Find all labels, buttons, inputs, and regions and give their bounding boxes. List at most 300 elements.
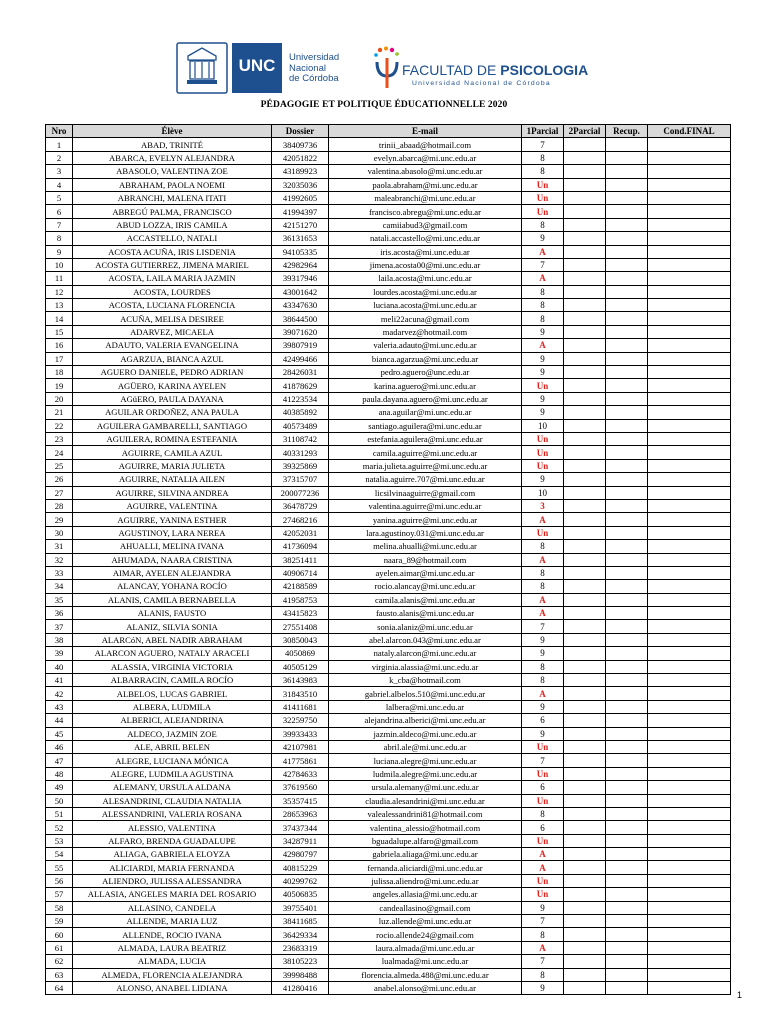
final-condition <box>648 339 731 352</box>
table-row <box>46 848 731 861</box>
student-email: santiago.aguilera@mi.unc.edu.ar <box>329 419 522 432</box>
parcial-1-grade: A <box>522 339 564 352</box>
student-name: ALARCON AGUERO, NATALY ARACELI <box>73 647 272 660</box>
parcial-1-grade: 9 <box>522 901 564 914</box>
row-number: 57 <box>46 888 73 901</box>
student-email: alejandrina.alberici@mi.unc.edu.ar <box>329 714 522 727</box>
student-name: ABREGÚ PALMA, FRANCISCO <box>73 205 272 218</box>
student-id: 30850043 <box>272 633 329 646</box>
parcial-1-grade: Un <box>522 459 564 472</box>
parcial-2-grade <box>564 459 606 472</box>
row-number: 41 <box>46 674 73 687</box>
student-name: ALESSANDRINI, VALERIA ROSANA <box>73 807 272 820</box>
row-number: 49 <box>46 781 73 794</box>
student-name: ALBERA, LUDMILA <box>73 700 272 713</box>
student-name: ALLENDE, ROCIO IVANA <box>73 928 272 941</box>
row-number: 7 <box>46 218 73 231</box>
recup-grade <box>606 834 648 847</box>
student-id: 37315707 <box>272 473 329 486</box>
recup-grade <box>606 258 648 271</box>
student-name: ALBELOS, LUCAS GABRIEL <box>73 687 272 700</box>
student-email: bguadalupe.alfaro@gmail.com <box>329 834 522 847</box>
row-number: 4 <box>46 178 73 191</box>
parcial-2-grade <box>564 660 606 673</box>
final-condition <box>648 848 731 861</box>
parcial-2-grade <box>564 218 606 231</box>
psi-symbol-icon <box>372 46 402 90</box>
final-condition <box>648 392 731 405</box>
recup-grade <box>606 727 648 740</box>
student-email: anabel.alonso@mi.unc.edu.ar <box>329 982 522 995</box>
parcial-2-grade <box>564 593 606 606</box>
table-row <box>46 473 731 486</box>
student-id: 43189923 <box>272 165 329 178</box>
recup-grade <box>606 272 648 285</box>
final-condition <box>648 486 731 499</box>
recup-grade <box>606 352 648 365</box>
parcial-1-grade: 8 <box>522 285 564 298</box>
student-name: ALBARRACIN, CAMILA ROCÍO <box>73 674 272 687</box>
parcial-1-grade: 9 <box>522 700 564 713</box>
student-id: 40906714 <box>272 566 329 579</box>
student-name: AGUIRRE, CAMILA AZUL <box>73 446 272 459</box>
parcial-2-grade <box>564 419 606 432</box>
table-row <box>46 205 731 218</box>
parcial-2-grade <box>564 566 606 579</box>
row-number: 23 <box>46 432 73 445</box>
row-number: 5 <box>46 191 73 204</box>
parcial-1-grade: 6 <box>522 821 564 834</box>
parcial-1-grade: Un <box>522 874 564 887</box>
final-condition <box>648 620 731 633</box>
student-name: ACOSTA GUTIERREZ, JIMENA MARIEL <box>73 258 272 271</box>
final-condition <box>648 553 731 566</box>
table-row <box>46 272 731 285</box>
parcial-1-grade: 8 <box>522 566 564 579</box>
student-id: 28426031 <box>272 366 329 379</box>
student-name: ACOSTA, LUCIANA FLORENCIA <box>73 299 272 312</box>
student-id: 39317946 <box>272 272 329 285</box>
parcial-1-grade: Un <box>522 767 564 780</box>
student-email: licsilvinaaguirre@gmail.com <box>329 486 522 499</box>
parcial-1-grade: A <box>522 607 564 620</box>
parcial-1-grade: 9 <box>522 633 564 646</box>
student-id: 39755401 <box>272 901 329 914</box>
parcial-1-grade: 8 <box>522 218 564 231</box>
recup-grade <box>606 285 648 298</box>
recup-grade <box>606 915 648 928</box>
parcial-1-grade: 8 <box>522 540 564 553</box>
recup-grade <box>606 486 648 499</box>
table-row <box>46 647 731 660</box>
student-id: 35357415 <box>272 794 329 807</box>
parcial-1-grade: 8 <box>522 312 564 325</box>
final-condition <box>648 432 731 445</box>
final-condition <box>648 366 731 379</box>
final-condition <box>648 566 731 579</box>
parcial-1-grade: A <box>522 245 564 258</box>
parcial-2-grade <box>564 968 606 981</box>
student-id: 41958753 <box>272 593 329 606</box>
student-name: ALMEDA, FLORENCIA ALEJANDRA <box>73 968 272 981</box>
row-number: 2 <box>46 151 73 164</box>
parcial-2-grade <box>564 513 606 526</box>
student-id: 32035036 <box>272 178 329 191</box>
student-email: natalia.aguirre.707@mi.unc.edu.ar <box>329 473 522 486</box>
parcial-2-grade <box>564 633 606 646</box>
student-id: 32259750 <box>272 714 329 727</box>
final-condition <box>648 754 731 767</box>
parcial-2-grade <box>564 299 606 312</box>
student-id: 36429334 <box>272 928 329 941</box>
recup-grade <box>606 607 648 620</box>
student-email: jazmin.aldeco@mi.unc.edu.ar <box>329 727 522 740</box>
final-condition <box>648 205 731 218</box>
final-condition <box>648 982 731 995</box>
student-email: estefania.aguilera@mi.unc.edu.ar <box>329 432 522 445</box>
final-condition <box>648 647 731 660</box>
student-id: 39071620 <box>272 325 329 338</box>
parcial-2-grade <box>564 767 606 780</box>
parcial-2-grade <box>564 861 606 874</box>
final-condition <box>648 687 731 700</box>
parcial-2-grade <box>564 781 606 794</box>
parcial-2-grade <box>564 392 606 405</box>
parcial-1-grade: 8 <box>522 928 564 941</box>
student-email: camila.aguirre@mi.unc.edu.ar <box>329 446 522 459</box>
final-condition <box>648 794 731 807</box>
student-email: camila.alanis@mi.unc.edu.ar <box>329 593 522 606</box>
final-condition <box>648 968 731 981</box>
recup-grade <box>606 366 648 379</box>
row-number: 63 <box>46 968 73 981</box>
row-number: 19 <box>46 379 73 392</box>
row-number: 6 <box>46 205 73 218</box>
student-email: naara_89@hotmail.com <box>329 553 522 566</box>
final-condition <box>648 499 731 512</box>
table-row <box>46 767 731 780</box>
row-number: 53 <box>46 834 73 847</box>
recup-grade <box>606 232 648 245</box>
student-name: AGUILAR ORDOÑEZ, ANA PAULA <box>73 406 272 419</box>
parcial-1-grade: 10 <box>522 486 564 499</box>
table-row <box>46 874 731 887</box>
parcial-1-grade: A <box>522 687 564 700</box>
recup-grade <box>606 432 648 445</box>
parcial-2-grade <box>564 138 606 151</box>
recup-grade <box>606 566 648 579</box>
recup-grade <box>606 499 648 512</box>
parcial-2-grade <box>564 272 606 285</box>
row-number: 9 <box>46 245 73 258</box>
student-name: ALEMANY, URSULA ALDANA <box>73 781 272 794</box>
row-number: 56 <box>46 874 73 887</box>
student-name: ALFARO, BRENDA GUADALUPE <box>73 834 272 847</box>
recup-grade <box>606 580 648 593</box>
table-row <box>46 218 731 231</box>
table-header-row <box>46 125 731 138</box>
col-header-email: E-mail <box>329 125 522 138</box>
final-condition <box>648 352 731 365</box>
recup-grade <box>606 191 648 204</box>
row-number: 24 <box>46 446 73 459</box>
parcial-1-grade: A <box>522 848 564 861</box>
recup-grade <box>606 526 648 539</box>
col-header-recup: Recup. <box>606 125 648 138</box>
final-condition <box>648 660 731 673</box>
student-email: melina.ahualli@mi.unc.edu.ar <box>329 540 522 553</box>
recup-grade <box>606 633 648 646</box>
parcial-1-grade: Un <box>522 446 564 459</box>
student-name: AHUMADA, NAARA CRISTINA <box>73 553 272 566</box>
parcial-2-grade <box>564 151 606 164</box>
table-row <box>46 312 731 325</box>
table-row <box>46 834 731 847</box>
student-name: ALANIS, CAMILA BERNABELLA <box>73 593 272 606</box>
student-id: 42982964 <box>272 258 329 271</box>
row-number: 14 <box>46 312 73 325</box>
student-id: 40331293 <box>272 446 329 459</box>
parcial-1-grade: 7 <box>522 915 564 928</box>
parcial-1-grade: Un <box>522 740 564 753</box>
student-id: 43347630 <box>272 299 329 312</box>
parcial-1-grade: A <box>522 941 564 954</box>
parcial-1-grade: 8 <box>522 299 564 312</box>
parcial-1-grade: 6 <box>522 781 564 794</box>
row-number: 51 <box>46 807 73 820</box>
table-body <box>46 138 731 995</box>
table-row <box>46 982 731 995</box>
final-condition <box>648 928 731 941</box>
col-header-student: Élève <box>73 125 272 138</box>
table-row <box>46 928 731 941</box>
row-number: 10 <box>46 258 73 271</box>
table-row <box>46 968 731 981</box>
student-email: sonia.alaniz@mi.unc.edu.ar <box>329 620 522 633</box>
unc-name <box>289 53 339 85</box>
student-name: ACCASTELLO, NATALI <box>73 232 272 245</box>
student-email: luciana.alegre@mi.unc.edu.ar <box>329 754 522 767</box>
student-email: lualmada@mi.unc.edu.ar <box>329 955 522 968</box>
final-condition <box>648 767 731 780</box>
row-number: 12 <box>46 285 73 298</box>
row-number: 50 <box>46 794 73 807</box>
final-condition <box>648 700 731 713</box>
recup-grade <box>606 687 648 700</box>
student-email: ayelen.aimar@mi.unc.edu.ar <box>329 566 522 579</box>
parcial-1-grade: 8 <box>522 807 564 820</box>
parcial-2-grade <box>564 540 606 553</box>
col-header-parcial-1: 1Parcial <box>522 125 564 138</box>
student-id: 31843510 <box>272 687 329 700</box>
faculty-title <box>402 62 588 78</box>
row-number: 11 <box>46 272 73 285</box>
student-name: ALEGRE, LUDMILA AGUSTINA <box>73 767 272 780</box>
student-name: ABARCA, EVELYN ALEJANDRA <box>73 151 272 164</box>
student-email: evelyn.abarca@mi.unc.edu.ar <box>329 151 522 164</box>
final-condition <box>648 781 731 794</box>
student-email: angeles.allasia@mi.unc.edu.ar <box>329 888 522 901</box>
parcial-2-grade <box>564 165 606 178</box>
recup-grade <box>606 674 648 687</box>
faculty-subtitle: Universidad Nacional de Córdoba <box>412 80 551 87</box>
row-number: 21 <box>46 406 73 419</box>
student-email: ludmila.alegre@mi.unc.edu.ar <box>329 767 522 780</box>
table-row <box>46 821 731 834</box>
table-row <box>46 660 731 673</box>
student-id: 94105335 <box>272 245 329 258</box>
student-email: maria.julieta.aguirre@mi.unc.edu.ar <box>329 459 522 472</box>
student-name: ABAD, TRINITÉ <box>73 138 272 151</box>
final-condition <box>648 941 731 954</box>
student-email: yanina.aguirre@mi.unc.edu.ar <box>329 513 522 526</box>
table-row <box>46 499 731 512</box>
row-number: 29 <box>46 513 73 526</box>
row-number: 54 <box>46 848 73 861</box>
student-name: ADAUTO, VALERIA EVANGELINA <box>73 339 272 352</box>
parcial-2-grade <box>564 432 606 445</box>
row-number: 64 <box>46 982 73 995</box>
parcial-1-grade: 3 <box>522 499 564 512</box>
student-email: valealessandrini81@hotmail.com <box>329 807 522 820</box>
table-row <box>46 540 731 553</box>
student-name: AGUIRRE, SILVINA ANDREA <box>73 486 272 499</box>
row-number: 43 <box>46 700 73 713</box>
student-name: ALMADA, LAURA BEATRIZ <box>73 941 272 954</box>
parcial-2-grade <box>564 647 606 660</box>
parcial-1-grade: 7 <box>522 620 564 633</box>
final-condition <box>648 674 731 687</box>
final-condition <box>648 446 731 459</box>
parcial-2-grade <box>564 700 606 713</box>
final-condition <box>648 874 731 887</box>
student-name: AGUIRRE, YANINA ESTHER <box>73 513 272 526</box>
row-number: 32 <box>46 553 73 566</box>
recup-grade <box>606 807 648 820</box>
row-number: 40 <box>46 660 73 673</box>
parcial-2-grade <box>564 740 606 753</box>
parcial-2-grade <box>564 191 606 204</box>
unc-logo <box>176 42 346 94</box>
student-email: karina.aguero@mi.unc.edu.ar <box>329 379 522 392</box>
parcial-1-grade: 9 <box>522 325 564 338</box>
recup-grade <box>606 540 648 553</box>
row-number: 38 <box>46 633 73 646</box>
recup-grade <box>606 928 648 941</box>
parcial-2-grade <box>564 553 606 566</box>
unc-logo-text: UNC <box>238 56 276 75</box>
final-condition <box>648 165 731 178</box>
table-row <box>46 580 731 593</box>
parcial-1-grade: 9 <box>522 473 564 486</box>
student-id: 39933433 <box>272 727 329 740</box>
recup-grade <box>606 754 648 767</box>
parcial-1-grade: Un <box>522 379 564 392</box>
table-row <box>46 941 731 954</box>
final-condition <box>648 459 731 472</box>
parcial-1-grade: Un <box>522 205 564 218</box>
parcial-1-grade: A <box>522 272 564 285</box>
faculty-name: PSICOLOGIA <box>500 62 589 78</box>
parcial-1-grade: 7 <box>522 138 564 151</box>
recup-grade <box>606 982 648 995</box>
parcial-1-grade: A <box>522 513 564 526</box>
row-number: 44 <box>46 714 73 727</box>
recup-grade <box>606 861 648 874</box>
student-id: 42980797 <box>272 848 329 861</box>
student-id: 41223534 <box>272 392 329 405</box>
student-id: 42499466 <box>272 352 329 365</box>
student-id: 41736094 <box>272 540 329 553</box>
recup-grade <box>606 218 648 231</box>
student-id: 42051822 <box>272 151 329 164</box>
recup-grade <box>606 714 648 727</box>
row-number: 55 <box>46 861 73 874</box>
student-email: laura.almada@mi.unc.edu.ar <box>329 941 522 954</box>
student-email: luz.allende@mi.unc.edu.ar <box>329 915 522 928</box>
recup-grade <box>606 593 648 606</box>
final-condition <box>648 232 731 245</box>
student-name: ALLENDE, MARIA LUZ <box>73 915 272 928</box>
table-row <box>46 915 731 928</box>
table-row <box>46 526 731 539</box>
row-number: 25 <box>46 459 73 472</box>
row-number: 60 <box>46 928 73 941</box>
psicologia-logo <box>372 42 587 94</box>
parcial-1-grade: 8 <box>522 674 564 687</box>
recup-grade <box>606 165 648 178</box>
student-id: 34287911 <box>272 834 329 847</box>
parcial-2-grade <box>564 379 606 392</box>
student-email: laila.acosta@mi.unc.edu.ar <box>329 272 522 285</box>
student-email: camiiabud3@gmail.com <box>329 218 522 231</box>
student-id: 37619560 <box>272 781 329 794</box>
parcial-1-grade: 6 <box>522 714 564 727</box>
recup-grade <box>606 392 648 405</box>
row-number: 17 <box>46 352 73 365</box>
student-id: 41994397 <box>272 205 329 218</box>
parcial-1-grade: 9 <box>522 406 564 419</box>
student-email: luciana.acosta@mi.unc.edu.ar <box>329 299 522 312</box>
student-id: 27551408 <box>272 620 329 633</box>
student-name: AGUILERA GAMBARELLI, SANTIAGO <box>73 419 272 432</box>
recup-grade <box>606 968 648 981</box>
final-condition <box>648 419 731 432</box>
parcial-2-grade <box>564 446 606 459</box>
student-name: ALE, ABRIL BELEN <box>73 740 272 753</box>
recup-grade <box>606 205 648 218</box>
student-name: ALIENDRO, JULISSA ALESSANDRA <box>73 874 272 887</box>
row-number: 35 <box>46 593 73 606</box>
recup-grade <box>606 379 648 392</box>
table-row <box>46 754 731 767</box>
parcial-1-grade: 7 <box>522 258 564 271</box>
student-email: valentina.abasolo@mi.unc.edu.ar <box>329 165 522 178</box>
parcial-2-grade <box>564 674 606 687</box>
row-number: 1 <box>46 138 73 151</box>
student-email: ana.aguilar@mi.unc.edu.ar <box>329 406 522 419</box>
table-row <box>46 955 731 968</box>
table-row <box>46 553 731 566</box>
student-email: abril.ale@mi.unc.edu.ar <box>329 740 522 753</box>
parcial-2-grade <box>564 915 606 928</box>
parcial-2-grade <box>564 325 606 338</box>
row-number: 58 <box>46 901 73 914</box>
recup-grade <box>606 888 648 901</box>
student-email: nataly.alarcon@mi.unc.edu.ar <box>329 647 522 660</box>
parcial-1-grade: 9 <box>522 366 564 379</box>
student-id: 36131653 <box>272 232 329 245</box>
